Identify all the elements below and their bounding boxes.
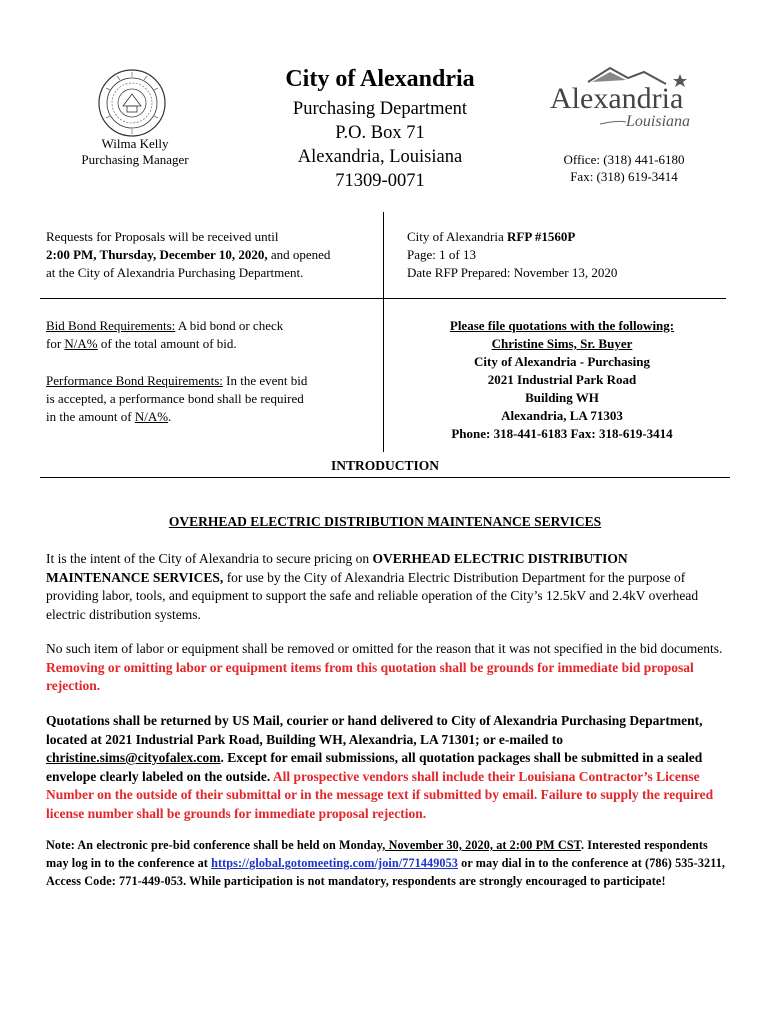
license-warning: All prospective vendors shall include their Louisiana Contractor’s License Number on the outside of their submittal or in the message text if submitted by email. Failure to supply the required license number shall be grounds for immediate proposal rejection. [46, 768, 714, 821]
bid-bond-text: for [46, 336, 65, 351]
page-count: Page: 1 of 13 [407, 247, 476, 262]
meeting-link[interactable]: https://global.gotomeeting.com/join/771449053 [211, 856, 458, 870]
bid-bond-text: of the total amount of bid. [97, 336, 237, 351]
rfp-deadline [46, 228, 382, 282]
deadline-line [46, 246, 382, 264]
bid-bond-label: Bid Bond Requirements: [46, 318, 176, 333]
intent-paragraph [46, 550, 726, 624]
rfp-prefix: City of Alexandria [407, 229, 508, 244]
intent-bold-text: OVERHEAD ELECTRIC DISTRIBUTION MAINTENANCE SERVICES, [46, 551, 628, 585]
contact-line: Alexandria, LA 71303 [501, 408, 623, 423]
contact-name: Christine Sims, Sr. Buyer [491, 336, 633, 351]
bond-requirements [46, 317, 376, 445]
date-prepared: Date RFP Prepared: November 13, 2020 [407, 265, 618, 280]
performance-bond [46, 372, 376, 426]
alexandria-logo [548, 60, 708, 132]
department-address [230, 97, 530, 193]
performance-bond-text: . [168, 409, 172, 424]
contact-line: 2021 Industrial Park Road [487, 372, 637, 387]
intro-divider [40, 477, 730, 478]
rfp-number-line [407, 228, 707, 246]
intro-heading: INTRODUCTION [330, 458, 439, 473]
deadline-line: Requests for Proposals will be received until [46, 229, 279, 244]
logo-main-text: Alexandria [550, 82, 684, 115]
deadline-line: at the City of Alexandria Purchasing Department. [46, 265, 304, 280]
fax-phone: Fax: (318) 619-3414 [570, 169, 678, 184]
buyer-email[interactable]: christine.sims@cityofalex.com [46, 750, 221, 765]
dept-line: Purchasing Department [292, 99, 468, 119]
performance-bond-value: N/A% [134, 409, 169, 424]
note-text: or may dial in to the conference at (786) 535-3211, Access Code: 771-449-053. While participation is not mandatory, respondents are strongly encouraged to participate! [46, 856, 726, 888]
dept-line: P.O. Box 71 [335, 123, 425, 143]
manager-name: Wilma Kelly [101, 136, 169, 151]
performance-bond-text: in the amount of [46, 409, 135, 424]
bid-bond-text: A bid bond or check [175, 318, 284, 333]
bid-bond-value: N/A% [64, 336, 98, 351]
intent-text: It is the intent of the City of Alexandria to secure pricing on [46, 551, 373, 566]
prebid-note [46, 836, 726, 890]
contact-line: Building WH [525, 390, 599, 405]
office-phone: Office: (318) 441-6180 [563, 152, 685, 167]
performance-bond-text: In the event bid [222, 373, 308, 388]
divider-vertical [383, 212, 384, 452]
rfp-info [407, 228, 707, 282]
dept-line: Alexandria, Louisiana [297, 147, 463, 167]
quotation-contact [392, 317, 732, 443]
submission-text: Quotations shall be returned by US Mail, courier or hand delivered to City of Alexandria Purchasing Department, located at 2021 Industrial Park Road, Building WH, Alexandria, LA 71301; or e-mailed to [46, 713, 703, 747]
submission-text: . Except for email submissions, all quotation packages shall be submitted in a sealed envelope clearly labeled on the outside. [46, 750, 703, 784]
deadline-date: 2:00 PM, Thursday, December 10, 2020, [46, 247, 268, 262]
manager-title: Purchasing Manager [81, 152, 189, 167]
section-heading: OVERHEAD ELECTRIC DISTRIBUTION MAINTENANCE SERVICES [168, 514, 602, 529]
note-text: Note: An electronic pre-bid conference shall be held on Monda [46, 838, 377, 852]
performance-bond-text: is accepted, a performance bond shall be required [46, 391, 304, 406]
contact-heading: Please file quotations with the following: [449, 318, 675, 333]
dept-line: 71309-0071 [335, 171, 425, 191]
contact-phone: Phone: 318-441-6183 Fax: 318-619-3414 [451, 426, 673, 441]
contact-line: City of Alexandria - Purchasing [474, 354, 650, 369]
omission-warning: Removing or omitting labor or equipment items from this quotation shall be grounds for immediate bid proposal rejection. [46, 659, 694, 693]
intent-text: for use by the City of Alexandria Electric Distribution Department for the purpose of providing labor, tools, and equipment to support the safe and reliable operation of the City’s 12.5kV and 2.4kV overhead electric distribution systems. [46, 569, 699, 622]
submission-paragraph [46, 712, 726, 823]
divider-horizontal [40, 298, 726, 299]
logo-script-text: Louisiana [626, 113, 691, 130]
bid-bond [46, 317, 376, 353]
rfp-number: RFP #1560P [507, 229, 576, 244]
performance-bond-label: Performance Bond Requirements: [46, 373, 223, 388]
manager-block [40, 136, 230, 168]
city-title: City of Alexandria [285, 66, 475, 92]
note-text: . Interested respondents may log in to the conference at [46, 838, 708, 870]
omission-paragraph [46, 640, 726, 696]
deadline-text: and opened [267, 247, 331, 262]
omission-text: No such item of labor or equipment shall be removed or omitted for the reason that it was not specified in the bid documents. [46, 641, 723, 656]
city-seal-icon [97, 68, 167, 138]
office-contact [525, 151, 723, 185]
note-date: y, November 30, 2020, at 2:00 PM CST [376, 838, 581, 852]
